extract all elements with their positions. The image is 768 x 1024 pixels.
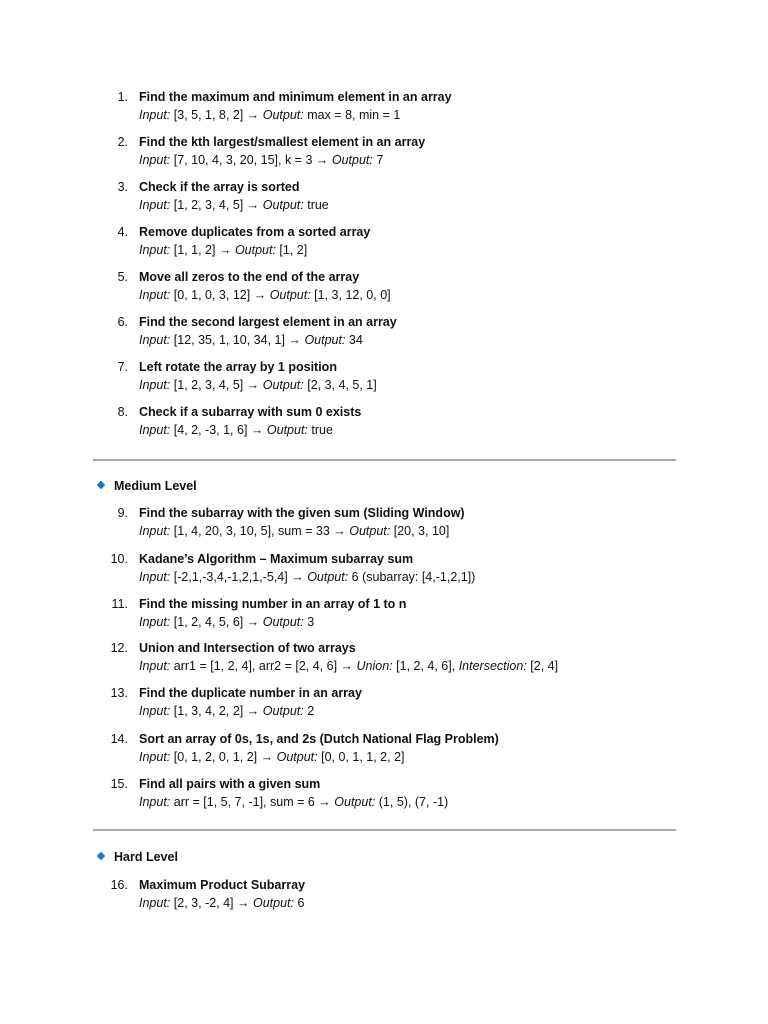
arrow-icon: →: [333, 524, 346, 538]
item-example: [139, 749, 405, 765]
input-label: Input:: [139, 570, 171, 584]
item-title: Find the maximum and minimum element in an array: [139, 90, 452, 104]
item-title: Check if a subarray with sum 0 exists: [139, 405, 362, 419]
input-label: Input:: [139, 896, 171, 910]
item-number: 9.: [117, 506, 128, 520]
output-value: max = 8, min = 1: [307, 108, 401, 122]
input-value: [1, 1, 2]: [173, 243, 216, 257]
input-value: [0, 1, 0, 3, 12]: [173, 288, 251, 302]
list-item: [0, 224, 768, 264]
item-example: [139, 895, 304, 911]
item-example: [139, 152, 383, 168]
output-value: [1, 2]: [279, 243, 308, 257]
item-example: [139, 377, 377, 393]
list-item: [0, 877, 768, 917]
section-heading-hard: [98, 849, 178, 865]
input-label: Input:: [139, 704, 171, 718]
list-item: [0, 776, 768, 816]
arrow-icon: →: [237, 896, 250, 910]
output-label: Output:: [262, 198, 304, 212]
output-label: Output:: [334, 795, 376, 809]
list-item: [0, 179, 768, 219]
output-label: Output:: [262, 704, 304, 718]
input-value: [7, 10, 4, 3, 20, 15], k = 3: [173, 153, 313, 167]
item-title: Maximum Product Subarray: [139, 878, 306, 892]
output-label: Output:: [331, 153, 373, 167]
item-number: 3.: [117, 180, 128, 194]
item-example: [139, 658, 558, 674]
output-label: Output:: [269, 288, 311, 302]
input-label: Input:: [139, 659, 171, 673]
output-value: [2, 3, 4, 5, 1]: [307, 378, 377, 392]
section-divider: [93, 829, 676, 831]
list-item: [0, 640, 768, 680]
input-label: Input:: [139, 378, 171, 392]
list-item: [0, 596, 768, 636]
output-value: 3: [307, 615, 315, 629]
output-value: [1, 3, 12, 0, 0]: [314, 288, 391, 302]
item-example: [139, 523, 449, 539]
list-item: [0, 404, 768, 444]
input-value: [1, 4, 20, 3, 10, 5], sum = 33: [173, 524, 330, 538]
input-label: Input:: [139, 615, 171, 629]
item-example: [139, 107, 400, 123]
item-title: Find the duplicate number in an array: [139, 686, 362, 700]
input-value: [1, 2, 3, 4, 5]: [173, 198, 244, 212]
arrow-icon: →: [318, 795, 331, 809]
input-label: Input:: [139, 795, 171, 809]
item-number: 14.: [110, 732, 128, 746]
output-label: Output:: [349, 524, 391, 538]
arrow-icon: →: [246, 108, 260, 122]
item-number: 2.: [117, 135, 128, 149]
item-example: [139, 614, 314, 630]
input-value: arr = [1, 5, 7, -1], sum = 6: [173, 795, 315, 809]
input-label: Input:: [139, 198, 171, 212]
list-item: [0, 134, 768, 174]
output-label: Output:: [276, 750, 318, 764]
section-heading-label: Hard Level: [114, 850, 178, 864]
output-value: 2: [307, 704, 315, 718]
output-label: Output:: [266, 423, 308, 437]
item-title: Check if the array is sorted: [139, 180, 300, 194]
item-title: Union and Intersection of two arrays: [139, 641, 356, 655]
input-value: [2, 3, -2, 4]: [173, 896, 234, 910]
list-item: [0, 551, 768, 591]
arrow-icon: →: [260, 750, 274, 764]
item-title: Find the subarray with the given sum (Sliding Window): [139, 506, 465, 520]
input-value: [12, 35, 1, 10, 34, 1]: [173, 333, 285, 347]
input-value: [1, 2, 3, 4, 5]: [173, 378, 244, 392]
item-example: [139, 422, 333, 438]
arrow-icon: →: [250, 423, 264, 437]
intersection-value: [2, 4]: [530, 659, 559, 673]
input-value: [0, 1, 2, 0, 1, 2]: [173, 750, 258, 764]
item-title: Remove duplicates from a sorted array: [139, 225, 371, 239]
list-item: [0, 89, 768, 129]
arrow-icon: →: [291, 570, 304, 584]
input-value: [1, 3, 4, 2, 2]: [173, 704, 244, 718]
output-label: Output:: [253, 896, 294, 910]
item-title: Find all pairs with a given sum: [139, 777, 321, 791]
arrow-icon: →: [253, 288, 267, 302]
item-number: 12.: [110, 641, 128, 655]
item-number: 7.: [117, 360, 128, 374]
input-label: Input:: [139, 243, 171, 257]
item-number: 16.: [110, 878, 128, 892]
input-value: [1, 2, 4, 5, 6]: [173, 615, 244, 629]
arrow-icon: →: [246, 704, 260, 718]
union-label: Union:: [356, 659, 393, 673]
section-heading-label: Medium Level: [114, 479, 197, 493]
item-title: Move all zeros to the end of the array: [139, 270, 360, 284]
list-item: [0, 685, 768, 725]
output-label: Output:: [304, 333, 346, 347]
output-value: (1, 5), (7, -1): [378, 795, 449, 809]
item-number: 10.: [110, 552, 128, 566]
union-value: [1, 2, 4, 6],: [396, 659, 456, 673]
arrow-icon: →: [246, 378, 260, 392]
arrow-icon: →: [246, 198, 260, 212]
diamond-bullet-icon: [97, 481, 105, 489]
item-number: 13.: [110, 686, 128, 700]
item-title: Left rotate the array by 1 position: [139, 360, 337, 374]
item-number: 6.: [117, 315, 128, 329]
output-label: Output:: [262, 108, 304, 122]
item-example: [139, 197, 329, 213]
item-example: [139, 287, 391, 303]
output-value: true: [311, 423, 333, 437]
input-label: Input:: [139, 288, 171, 302]
output-value: 34: [348, 333, 363, 347]
arrow-icon: →: [340, 659, 354, 673]
input-label: Input:: [139, 524, 171, 538]
output-label: Output:: [234, 243, 276, 257]
item-title: Find the kth largest/smallest element in an array: [139, 135, 426, 149]
item-number: 8.: [117, 405, 128, 419]
item-example: [139, 569, 475, 585]
item-number: 15.: [110, 777, 128, 791]
item-example: [139, 703, 314, 719]
item-example: [139, 242, 307, 258]
input-label: Input:: [139, 333, 171, 347]
input-value: [4, 2, -3, 1, 6]: [173, 423, 248, 437]
output-label: Output:: [307, 570, 349, 584]
diamond-bullet-icon: [97, 852, 105, 860]
output-value: 7: [376, 153, 384, 167]
arrow-icon: →: [246, 615, 260, 629]
input-label: Input:: [139, 153, 171, 167]
arrow-icon: →: [288, 333, 301, 347]
output-value: [0, 0, 1, 1, 2, 2]: [321, 750, 405, 764]
item-number: 4.: [117, 225, 128, 239]
item-title: Sort an array of 0s, 1s, and 2s (Dutch National Flag Problem): [139, 732, 499, 746]
input-value: [-2,1,-3,4,-1,2,1,-5,4]: [173, 570, 288, 584]
list-item: [0, 269, 768, 309]
item-title: Find the missing number in an array of 1 to n: [139, 597, 407, 611]
output-value: true: [307, 198, 329, 212]
item-number: 11.: [111, 597, 128, 611]
item-number: 1.: [117, 90, 128, 104]
output-label: Output:: [262, 378, 304, 392]
item-example: [139, 794, 448, 810]
item-title: Find the second largest element in an array: [139, 315, 397, 329]
output-value: 6 (subarray: [4,-1,2,1]): [351, 570, 476, 584]
input-value: arr1 = [1, 2, 4], arr2 = [2, 4, 6]: [173, 659, 338, 673]
input-label: Input:: [139, 108, 171, 122]
arrow-icon: →: [218, 243, 232, 257]
list-item: [0, 731, 768, 771]
input-value: [3, 5, 1, 8, 2]: [173, 108, 244, 122]
output-label: Output:: [262, 615, 304, 629]
input-label: Input:: [139, 750, 171, 764]
section-heading-medium: [98, 478, 197, 494]
item-title: Kadane’s Algorithm – Maximum subarray sum: [139, 552, 414, 566]
output-value: [20, 3, 10]: [393, 524, 450, 538]
input-label: Input:: [139, 423, 171, 437]
arrow-icon: →: [315, 153, 329, 167]
output-value: 6: [297, 896, 305, 910]
list-item: [0, 359, 768, 399]
item-number: 5.: [117, 270, 128, 284]
item-example: [139, 332, 363, 348]
list-item: [0, 314, 768, 354]
section-divider: [93, 459, 676, 461]
intersection-label: Intersection:: [458, 659, 527, 673]
list-item: [0, 505, 768, 545]
